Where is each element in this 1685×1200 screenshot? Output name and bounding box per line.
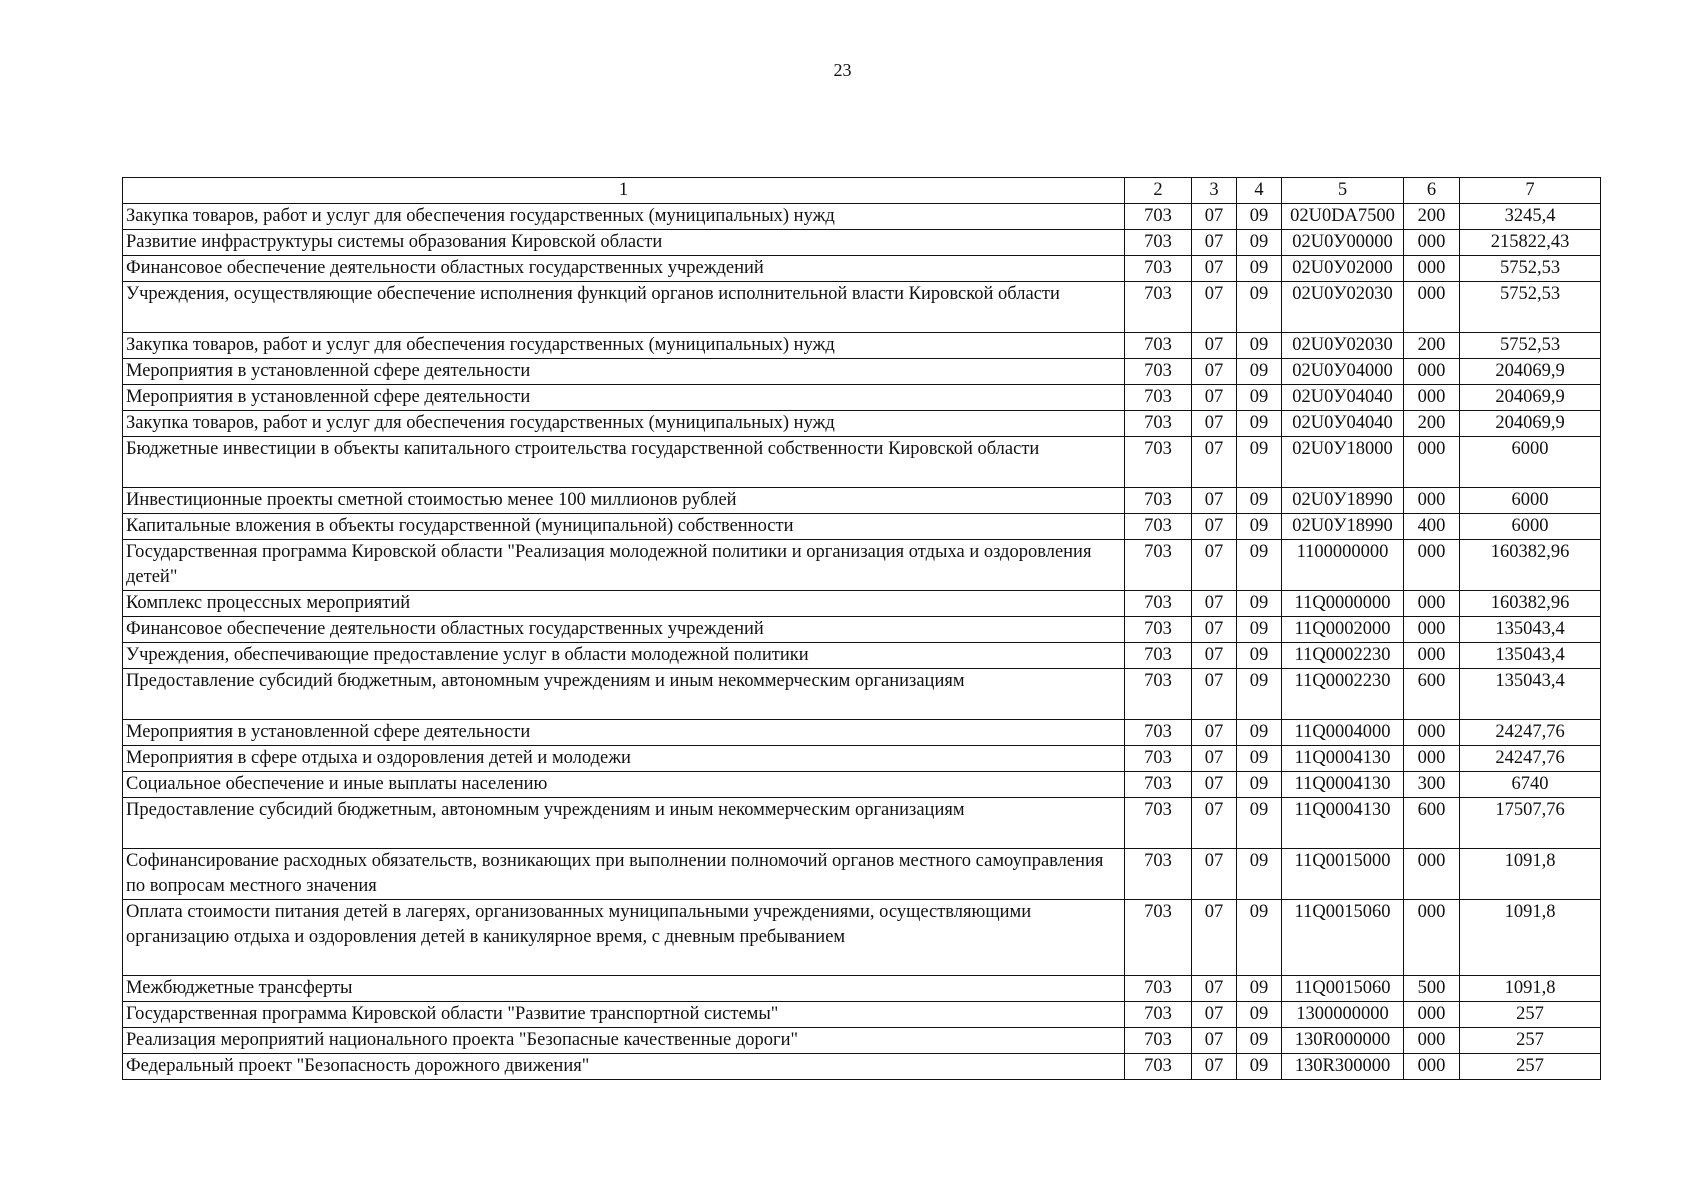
table-row — [123, 204, 1601, 230]
table-row — [123, 1028, 1601, 1054]
cell-name: Оплата стоимости питания детей в лагерях, организованных муниципальными учреждениями, осуществляющими организацию отдыха и оздоровления детей в каникулярное время, с дневным пребыванием — [123, 900, 1125, 976]
cell-subsection: 07 — [1192, 282, 1237, 333]
cell-target-code: 02U0У02000 — [1282, 256, 1404, 282]
cell-amount: 17507,76 — [1460, 798, 1601, 849]
cell-amount: 215822,43 — [1460, 230, 1601, 256]
cell-subsection-detail: 09 — [1237, 798, 1282, 849]
cell-amount: 5752,53 — [1460, 333, 1601, 359]
cell-subsection: 07 — [1192, 746, 1237, 772]
cell-subsection: 07 — [1192, 1054, 1237, 1080]
cell-subsection-detail: 09 — [1237, 359, 1282, 385]
cell-name: Межбюджетные трансферты — [123, 976, 1125, 1002]
cell-subsection: 07 — [1192, 204, 1237, 230]
table-row — [123, 437, 1601, 488]
cell-name: Мероприятия в установленной сфере деятельности — [123, 720, 1125, 746]
column-header: 3 — [1192, 178, 1237, 204]
cell-expense-type: 300 — [1404, 772, 1460, 798]
cell-expense-type: 000 — [1404, 1028, 1460, 1054]
cell-section: 703 — [1125, 437, 1192, 488]
cell-amount: 6000 — [1460, 437, 1601, 488]
cell-section: 703 — [1125, 1028, 1192, 1054]
cell-section: 703 — [1125, 411, 1192, 437]
cell-target-code: 02U0У04000 — [1282, 359, 1404, 385]
cell-section: 703 — [1125, 514, 1192, 540]
cell-expense-type: 000 — [1404, 282, 1460, 333]
cell-subsection-detail: 09 — [1237, 617, 1282, 643]
cell-target-code: 02U0У02030 — [1282, 282, 1404, 333]
cell-subsection: 07 — [1192, 900, 1237, 976]
column-header: 5 — [1282, 178, 1404, 204]
cell-subsection: 07 — [1192, 772, 1237, 798]
cell-target-code: 1300000000 — [1282, 1002, 1404, 1028]
cell-section: 703 — [1125, 359, 1192, 385]
cell-subsection-detail: 09 — [1237, 540, 1282, 591]
cell-target-code: 11Q0002230 — [1282, 669, 1404, 720]
cell-name: Закупка товаров, работ и услуг для обеспечения государственных (муниципальных) нужд — [123, 333, 1125, 359]
cell-section: 703 — [1125, 204, 1192, 230]
cell-name: Государственная программа Кировской области "Реализация молодежной политики и организация отдыха и оздоровления детей" — [123, 540, 1125, 591]
cell-subsection: 07 — [1192, 514, 1237, 540]
cell-section: 703 — [1125, 591, 1192, 617]
table-row — [123, 1002, 1601, 1028]
cell-target-code: 130R300000 — [1282, 1054, 1404, 1080]
cell-name: Учреждения, осуществляющие обеспечение исполнения функций органов исполнительной власти Кировской области — [123, 282, 1125, 333]
cell-section: 703 — [1125, 1054, 1192, 1080]
cell-amount: 257 — [1460, 1028, 1601, 1054]
table-row — [123, 385, 1601, 411]
cell-subsection: 07 — [1192, 385, 1237, 411]
cell-name: Реализация мероприятий национального проекта "Безопасные качественные дороги" — [123, 1028, 1125, 1054]
cell-amount: 204069,9 — [1460, 359, 1601, 385]
cell-subsection-detail: 09 — [1237, 746, 1282, 772]
cell-target-code: 11Q0000000 — [1282, 591, 1404, 617]
cell-amount: 5752,53 — [1460, 256, 1601, 282]
table-row — [123, 798, 1601, 849]
cell-subsection: 07 — [1192, 720, 1237, 746]
cell-target-code: 02U0DA7500 — [1282, 204, 1404, 230]
cell-section: 703 — [1125, 643, 1192, 669]
table-row — [123, 256, 1601, 282]
table-row — [123, 411, 1601, 437]
cell-expense-type: 000 — [1404, 617, 1460, 643]
cell-amount: 135043,4 — [1460, 669, 1601, 720]
cell-amount: 135043,4 — [1460, 643, 1601, 669]
cell-subsection-detail: 09 — [1237, 333, 1282, 359]
cell-amount: 6740 — [1460, 772, 1601, 798]
cell-target-code: 11Q0004130 — [1282, 772, 1404, 798]
cell-subsection-detail: 09 — [1237, 282, 1282, 333]
cell-target-code: 02U0У04040 — [1282, 385, 1404, 411]
cell-expense-type: 200 — [1404, 411, 1460, 437]
cell-target-code: 02U0У00000 — [1282, 230, 1404, 256]
cell-subsection: 07 — [1192, 849, 1237, 900]
cell-subsection-detail: 09 — [1237, 488, 1282, 514]
cell-section: 703 — [1125, 746, 1192, 772]
table-row — [123, 230, 1601, 256]
cell-subsection-detail: 09 — [1237, 976, 1282, 1002]
cell-subsection-detail: 09 — [1237, 591, 1282, 617]
cell-subsection: 07 — [1192, 798, 1237, 849]
cell-subsection: 07 — [1192, 333, 1237, 359]
cell-target-code: 1100000000 — [1282, 540, 1404, 591]
cell-expense-type: 400 — [1404, 514, 1460, 540]
cell-amount: 160382,96 — [1460, 591, 1601, 617]
cell-subsection-detail: 09 — [1237, 643, 1282, 669]
cell-subsection: 07 — [1192, 976, 1237, 1002]
cell-subsection: 07 — [1192, 1002, 1237, 1028]
cell-target-code: 11Q0004130 — [1282, 746, 1404, 772]
cell-target-code: 02U0У02030 — [1282, 333, 1404, 359]
cell-subsection-detail: 09 — [1237, 385, 1282, 411]
cell-amount: 6000 — [1460, 514, 1601, 540]
cell-section: 703 — [1125, 976, 1192, 1002]
cell-amount: 135043,4 — [1460, 617, 1601, 643]
cell-subsection: 07 — [1192, 230, 1237, 256]
cell-target-code: 11Q0015000 — [1282, 849, 1404, 900]
cell-subsection-detail: 09 — [1237, 437, 1282, 488]
cell-subsection: 07 — [1192, 591, 1237, 617]
cell-target-code: 02U0У18990 — [1282, 514, 1404, 540]
cell-name: Финансовое обеспечение деятельности областных государственных учреждений — [123, 256, 1125, 282]
cell-section: 703 — [1125, 1002, 1192, 1028]
cell-expense-type: 600 — [1404, 669, 1460, 720]
cell-expense-type: 000 — [1404, 643, 1460, 669]
cell-expense-type: 000 — [1404, 540, 1460, 591]
cell-name: Инвестиционные проекты сметной стоимостью менее 100 миллионов рублей — [123, 488, 1125, 514]
table-row — [123, 900, 1601, 976]
cell-target-code: 11Q0004000 — [1282, 720, 1404, 746]
cell-subsection: 07 — [1192, 256, 1237, 282]
cell-section: 703 — [1125, 230, 1192, 256]
budget-table — [122, 177, 1601, 1080]
cell-subsection: 07 — [1192, 540, 1237, 591]
cell-subsection-detail: 09 — [1237, 849, 1282, 900]
cell-subsection-detail: 09 — [1237, 669, 1282, 720]
page-number: 23 — [833, 60, 852, 80]
cell-target-code: 02U0У18990 — [1282, 488, 1404, 514]
cell-expense-type: 200 — [1404, 333, 1460, 359]
table-header-row — [123, 178, 1601, 204]
cell-target-code: 11Q0004130 — [1282, 798, 1404, 849]
column-header: 7 — [1460, 178, 1601, 204]
cell-amount: 24247,76 — [1460, 746, 1601, 772]
table-row — [123, 772, 1601, 798]
cell-section: 703 — [1125, 798, 1192, 849]
cell-amount: 1091,8 — [1460, 900, 1601, 976]
cell-section: 703 — [1125, 256, 1192, 282]
cell-subsection-detail: 09 — [1237, 411, 1282, 437]
cell-expense-type: 000 — [1404, 488, 1460, 514]
cell-name: Комплекс процессных мероприятий — [123, 591, 1125, 617]
cell-subsection-detail: 09 — [1237, 1002, 1282, 1028]
cell-name: Софинансирование расходных обязательств, возникающих при выполнении полномочий органов местного самоуправления по вопросам местного значения — [123, 849, 1125, 900]
cell-expense-type: 000 — [1404, 230, 1460, 256]
cell-name: Развитие инфраструктуры системы образования Кировской области — [123, 230, 1125, 256]
cell-name: Закупка товаров, работ и услуг для обеспечения государственных (муниципальных) нужд — [123, 204, 1125, 230]
table-row — [123, 540, 1601, 591]
cell-subsection-detail: 09 — [1237, 204, 1282, 230]
cell-amount: 1091,8 — [1460, 849, 1601, 900]
cell-subsection-detail: 09 — [1237, 720, 1282, 746]
cell-expense-type: 500 — [1404, 976, 1460, 1002]
cell-name: Мероприятия в сфере отдыха и оздоровления детей и молодежи — [123, 746, 1125, 772]
cell-name: Предоставление субсидий бюджетным, автономным учреждениям и иным некоммерческим организациям — [123, 798, 1125, 849]
cell-amount: 160382,96 — [1460, 540, 1601, 591]
cell-subsection: 07 — [1192, 669, 1237, 720]
cell-subsection: 07 — [1192, 617, 1237, 643]
cell-subsection: 07 — [1192, 437, 1237, 488]
cell-name: Капитальные вложения в объекты государственной (муниципальной) собственности — [123, 514, 1125, 540]
cell-section: 703 — [1125, 900, 1192, 976]
cell-target-code: 11Q0015060 — [1282, 976, 1404, 1002]
cell-target-code: 11Q0002230 — [1282, 643, 1404, 669]
cell-target-code: 130R000000 — [1282, 1028, 1404, 1054]
cell-expense-type: 000 — [1404, 437, 1460, 488]
cell-name: Социальное обеспечение и иные выплаты населению — [123, 772, 1125, 798]
cell-expense-type: 000 — [1404, 746, 1460, 772]
cell-section: 703 — [1125, 720, 1192, 746]
cell-name: Финансовое обеспечение деятельности областных государственных учреждений — [123, 617, 1125, 643]
cell-expense-type: 000 — [1404, 900, 1460, 976]
cell-section: 703 — [1125, 772, 1192, 798]
cell-section: 703 — [1125, 669, 1192, 720]
table-row — [123, 514, 1601, 540]
cell-subsection-detail: 09 — [1237, 900, 1282, 976]
cell-name: Федеральный проект "Безопасность дорожного движения" — [123, 1054, 1125, 1080]
cell-section: 703 — [1125, 385, 1192, 411]
cell-subsection: 07 — [1192, 1028, 1237, 1054]
cell-subsection-detail: 09 — [1237, 256, 1282, 282]
cell-amount: 6000 — [1460, 488, 1601, 514]
cell-section: 703 — [1125, 617, 1192, 643]
table-row — [123, 976, 1601, 1002]
cell-expense-type: 600 — [1404, 798, 1460, 849]
cell-subsection-detail: 09 — [1237, 230, 1282, 256]
cell-expense-type: 000 — [1404, 1002, 1460, 1028]
table-row — [123, 746, 1601, 772]
table-row — [123, 282, 1601, 333]
cell-amount: 3245,4 — [1460, 204, 1601, 230]
column-header: 2 — [1125, 178, 1192, 204]
column-header: 1 — [123, 178, 1125, 204]
cell-name: Предоставление субсидий бюджетным, автономным учреждениям и иным некоммерческим организациям — [123, 669, 1125, 720]
cell-section: 703 — [1125, 849, 1192, 900]
cell-name: Закупка товаров, работ и услуг для обеспечения государственных (муниципальных) нужд — [123, 411, 1125, 437]
cell-subsection: 07 — [1192, 488, 1237, 514]
cell-target-code: 02U0У18000 — [1282, 437, 1404, 488]
cell-amount: 24247,76 — [1460, 720, 1601, 746]
cell-expense-type: 000 — [1404, 256, 1460, 282]
cell-expense-type: 000 — [1404, 720, 1460, 746]
cell-amount: 204069,9 — [1460, 411, 1601, 437]
cell-name: Государственная программа Кировской области "Развитие транспортной системы" — [123, 1002, 1125, 1028]
table-row — [123, 849, 1601, 900]
cell-name: Мероприятия в установленной сфере деятельности — [123, 385, 1125, 411]
cell-expense-type: 200 — [1404, 204, 1460, 230]
cell-name: Бюджетные инвестиции в объекты капитального строительства государственной собственности Кировской области — [123, 437, 1125, 488]
cell-section: 703 — [1125, 333, 1192, 359]
table-row — [123, 591, 1601, 617]
table-row — [123, 488, 1601, 514]
table-row — [123, 643, 1601, 669]
cell-subsection-detail: 09 — [1237, 772, 1282, 798]
table-row — [123, 333, 1601, 359]
table-row — [123, 720, 1601, 746]
table-row — [123, 669, 1601, 720]
cell-expense-type: 000 — [1404, 385, 1460, 411]
cell-amount: 257 — [1460, 1054, 1601, 1080]
table-row — [123, 1054, 1601, 1080]
column-header: 6 — [1404, 178, 1460, 204]
cell-subsection: 07 — [1192, 411, 1237, 437]
cell-subsection-detail: 09 — [1237, 1054, 1282, 1080]
cell-subsection: 07 — [1192, 359, 1237, 385]
cell-subsection-detail: 09 — [1237, 514, 1282, 540]
cell-name: Мероприятия в установленной сфере деятельности — [123, 359, 1125, 385]
table-body — [123, 178, 1601, 1080]
cell-expense-type: 000 — [1404, 1054, 1460, 1080]
column-header: 4 — [1237, 178, 1282, 204]
cell-amount: 257 — [1460, 1002, 1601, 1028]
cell-section: 703 — [1125, 488, 1192, 514]
cell-expense-type: 000 — [1404, 359, 1460, 385]
table-row — [123, 617, 1601, 643]
cell-target-code: 02U0У04040 — [1282, 411, 1404, 437]
cell-amount: 5752,53 — [1460, 282, 1601, 333]
cell-amount: 204069,9 — [1460, 385, 1601, 411]
cell-amount: 1091,8 — [1460, 976, 1601, 1002]
cell-target-code: 11Q0002000 — [1282, 617, 1404, 643]
cell-section: 703 — [1125, 282, 1192, 333]
table-row — [123, 359, 1601, 385]
cell-target-code: 11Q0015060 — [1282, 900, 1404, 976]
cell-subsection: 07 — [1192, 643, 1237, 669]
cell-subsection-detail: 09 — [1237, 1028, 1282, 1054]
cell-expense-type: 000 — [1404, 849, 1460, 900]
cell-name: Учреждения, обеспечивающие предоставление услуг в области молодежной политики — [123, 643, 1125, 669]
cell-expense-type: 000 — [1404, 591, 1460, 617]
cell-section: 703 — [1125, 540, 1192, 591]
